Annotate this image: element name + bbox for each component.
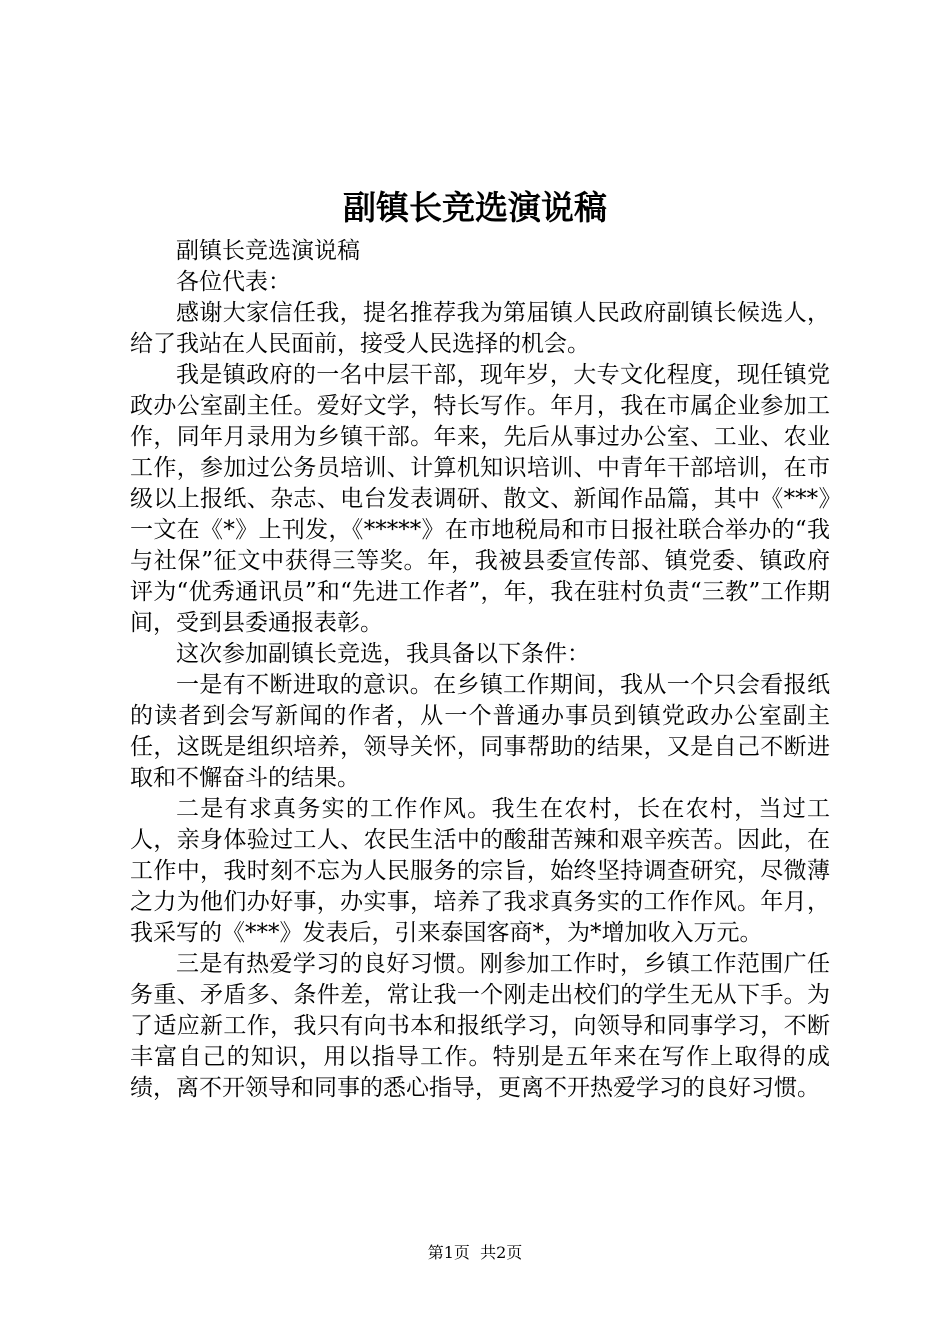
- page-number: 第1页 共2页: [427, 1243, 523, 1262]
- paragraph-condition-three: 三是有热爱学习的良好习惯。刚参加工作时，乡镇工作范围广任务重、矛盾多、条件差，常让我一个刚走出校们的学生无从下手。为了适应新工作，我只有向书本和报纸学习，向领导和同事学习，不断丰富自己的知识，用以指导工作。特别是五年来在写作上取得的成绩，离不开领导和同事的悉心指导，更离不开热爱学习的良好习惯。: [130, 951, 830, 1101]
- paragraph-heading: 副镇长竞选演说稿: [176, 238, 360, 264]
- document-body: [130, 236, 830, 1104]
- document-title: 副镇长竞选演说稿: [343, 188, 607, 227]
- paragraph-condition-one: 一是有不断进取的意识。在乡镇工作期间，我从一个只会看报纸的读者到会写新闻的作者，从一个普通办事员到镇党政办公室副主任，这既是组织培养，领导关怀，同事帮助的结果，又是自己不断进取和不懈奋斗的结果。: [130, 672, 830, 791]
- paragraph-thanks: 感谢大家信任我，提名推荐我为第届镇人民政府副镇长候选人，给了我站在人民面前，接受人民选择的机会。: [130, 300, 830, 357]
- paragraph-introduction: 我是镇政府的一名中层干部，现年岁，大专文化程度，现任镇党政办公室副主任。爱好文学，特长写作。年月，我在市属企业参加工作，同年月录用为乡镇干部。年来，先后从事过办公室、工业、农业工作，参加过公务员培训、计算机知识培训、中青年干部培训，在市级以上报纸、杂志、电台发表调研、散文、新闻作品篇，其中《***》一文在《*》上刊发，《*****》在市地税局和市日报社联合举办的“我与社保”征文中获得三等奖。年，我被县委宣传部、镇党委、镇政府评为“优秀通讯员”和“先进工作者”，年，我在驻村负责“三教”工作期间，受到县委通报表彰。: [130, 362, 830, 636]
- paragraph-conditions-intro: 这次参加副镇长竞选，我具备以下条件：: [176, 641, 590, 667]
- paragraph-salutation: 各位代表：: [176, 269, 291, 295]
- paragraph-condition-two: 二是有求真务实的工作作风。我生在农村，长在农村，当过工人，亲身体验过工人、农民生活中的酸甜苦辣和艰辛疾苦。因此，在工作中，我时刻不忘为人民服务的宗旨，始终坚持调查研究，尽微薄之力为他们办好事，办实事，培养了我求真务实的工作作风。年月，我采写的《***》发表后，引来泰国客商*，为*增加收入万元。: [130, 796, 830, 946]
- page-footer: [0, 1243, 950, 1263]
